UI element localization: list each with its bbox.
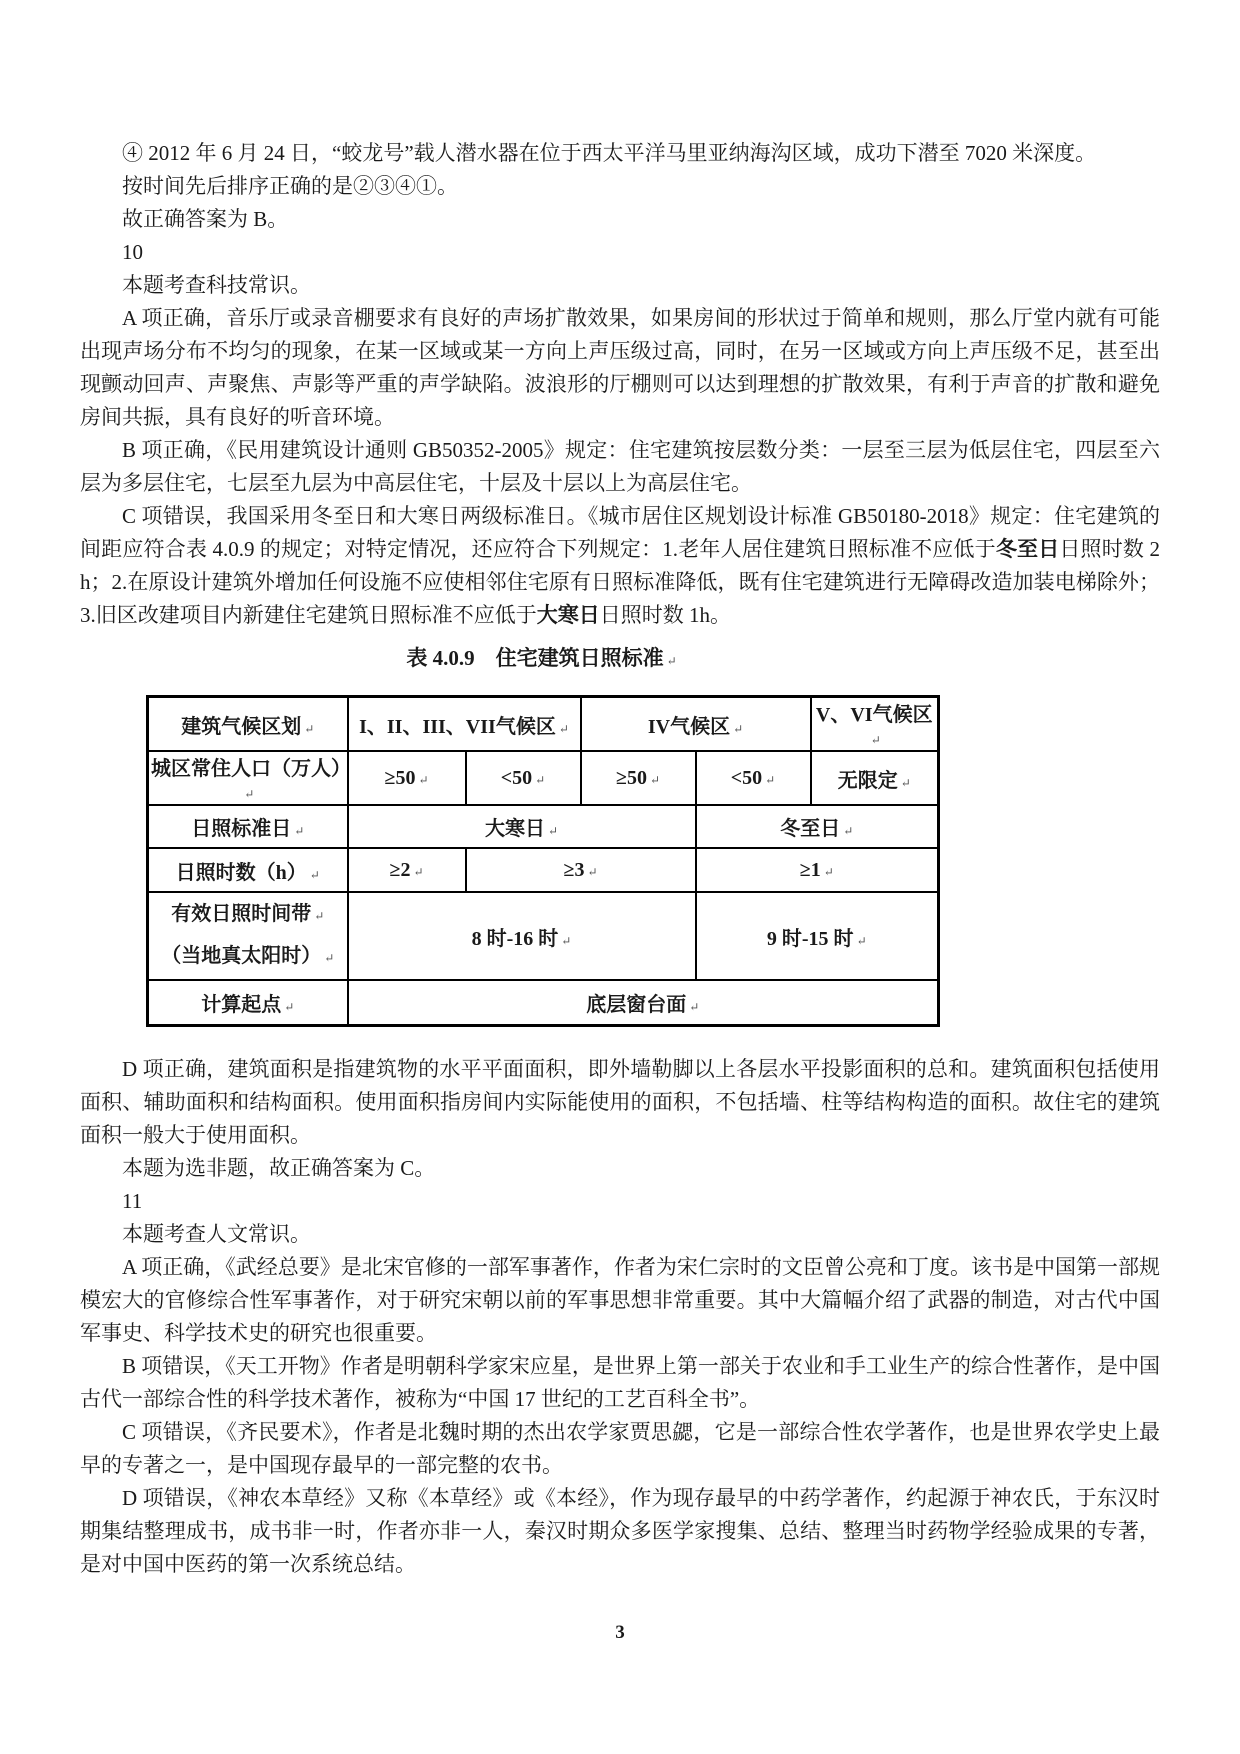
question-number-11: 11 <box>122 1188 143 1213</box>
paragraph-q11-intro: 本题考查人文常识。 <box>122 1221 311 1246</box>
page-number: 3 <box>615 1622 625 1643</box>
table-row-standard-day <box>148 805 939 848</box>
paragraph-mark: ↵ <box>418 772 429 787</box>
paragraph-item4-jiaolong: ④ 2012 年 6 月 24 日，“蛟龙号”载人潜水器在位于西太平洋马里亚纳海沟区域，成功下潜至 7020 米深度。 <box>122 141 1097 165</box>
cell-population-label: 城区常住人口（万人）↵ <box>148 751 348 805</box>
cell-zone-4: IV气候区 ↵ <box>581 697 811 752</box>
cell-effective-time-label: 有效日照时间带 ↵ （当地真太阳时） ↵ <box>148 892 348 980</box>
paragraph-q10-item-b: B 项正确，《民用建筑设计通则 GB50352-2005》规定：住宅建筑按层数分类：一层至三层为低层住宅，四层至六层为多层住宅，七层至九层为中高层住宅，十层及十层以上为高层住宅。 <box>80 438 1160 495</box>
paragraph-mark: ↵ <box>547 824 559 838</box>
cell-dahanri: 大寒日 ↵ <box>348 805 696 848</box>
paragraph-mark: ↵ <box>733 721 744 736</box>
paragraph-mark: ↵ <box>244 787 255 801</box>
paragraph-mark: ↵ <box>823 864 834 879</box>
paragraph-q11-item-c: C 项错误，《齐民要术》，作者是北魏时期的杰出农学家贾思勰，它是一部综合性农学著作，也是世界农学史上最早的专著之一，是中国现存最早的一部完整的农书。 <box>80 1419 1160 1477</box>
question-number-10: 10 <box>122 240 143 264</box>
paragraph-mark: ↵ <box>284 999 295 1014</box>
q10-item-c-pre: C 项错误，我国采用冬至日和大寒日两级标准日。《城市居住区规划设计标准 GB50180-2018》规定：住宅建筑的间距应符合表 4.0.9 的规定；对特定情况，还应符合下列规定：1.老年人居住建筑日照标准不应低于 <box>80 504 1160 561</box>
cell-pop-ge50-b: ≥50 ↵ <box>581 751 696 805</box>
q10-item-c-post: 日照时数 1h。 <box>599 603 731 627</box>
table-4-0-9-block <box>146 642 937 1027</box>
cell-zone-5-6: V、VI气候区↵ <box>811 697 939 752</box>
cell-zone-1-2-3-7: I、II、III、VII气候区 ↵ <box>348 697 581 752</box>
paragraph-mark: ↵ <box>314 909 325 923</box>
paragraph-mark: ↵ <box>649 772 661 787</box>
paragraph-mark: ↵ <box>900 775 911 790</box>
cell-calc-start-label: 计算起点 ↵ <box>148 980 348 1025</box>
paragraph-mark: ↵ <box>309 867 320 882</box>
cell-hours-ge1: ≥1 ↵ <box>696 848 939 892</box>
cell-hours-ge3: ≥3 ↵ <box>466 848 696 892</box>
paragraph-mark: ↵ <box>666 654 677 668</box>
cell-pop-ge50-a: ≥50 ↵ <box>348 751 466 805</box>
paragraph-mark: ↵ <box>535 772 546 787</box>
paragraph-q11-item-d: D 项错误，《神农本草经》又称《本草经》或《本经》，作为现存最早的中药学著作，约起源于神农氏，于东汉时期集结整理成书，成书非一时，作者亦非一人，秦汉时期众多医学家搜集、总结、整理当时药物学经验成果的专著，是对中国中医药的第一次系统总结。 <box>80 1485 1160 1576</box>
paragraph-mark: ↵ <box>561 933 572 948</box>
paragraph-mark: ↵ <box>689 999 700 1014</box>
sunshine-standard-table <box>146 695 940 1027</box>
cell-standard-day-label: 日照标准日 ↵ <box>148 805 348 848</box>
paragraph-mark: ↵ <box>324 951 335 965</box>
paragraph-order-answer: 按时间先后排序正确的是②③④①。 <box>122 174 458 198</box>
cell-time-9-15: 9 时-15 时 ↵ <box>696 892 939 980</box>
q10-item-c-bold-dahanri: 大寒日 <box>536 603 600 627</box>
paragraph-mark: ↵ <box>765 772 776 787</box>
cell-pop-lt50-a: <50 ↵ <box>466 751 581 805</box>
paragraph-mark: ↵ <box>870 733 881 747</box>
table-row-climate-zones <box>148 697 939 752</box>
paragraph-correct-answer-b: 故正确答案为 B。 <box>122 207 289 231</box>
paragraph-mark: ↵ <box>587 864 598 879</box>
cell-sunshine-hours-label: 日照时数（h） ↵ <box>148 848 348 892</box>
paragraph-q10-item-d: D 项正确，建筑面积是指建筑物的水平平面面积，即外墙勒脚以上各层水平投影面积的总和。建筑面积包括使用面积、辅助面积和结构面积。使用面积指房间内实际能使用的面积，不包括墙、柱等结构构造的面积。故住宅的建筑面积一般大于使用面积。 <box>80 1056 1160 1147</box>
paragraph-mark: ↵ <box>413 864 424 879</box>
paragraph-mark: ↵ <box>843 824 854 838</box>
paragraph-q10-intro: 本题考查科技常识。 <box>122 273 311 297</box>
table-title-text: 表 4.0.9 住宅建筑日照标准 <box>406 646 664 670</box>
paragraph-mark: ↵ <box>304 721 315 736</box>
paragraph-mark: ↵ <box>558 721 569 736</box>
cell-dongzhiri: 冬至日 ↵ <box>696 805 939 848</box>
paragraph-mark: ↵ <box>856 933 867 948</box>
paragraph-q10-item-c <box>80 500 1160 632</box>
cell-window-sill: 底层窗台面 ↵ <box>348 980 939 1025</box>
cell-hours-ge2: ≥2 ↵ <box>348 848 466 892</box>
cell-time-8-16: 8 时-16 时 ↵ <box>348 892 696 980</box>
table-title <box>146 642 937 678</box>
table-row-calc-start <box>148 980 939 1025</box>
paragraph-q10-item-a: A 项正确，音乐厅或录音棚要求有良好的声场扩散效果，如果房间的形状过于简单和规则，那么厅堂内就有可能出现声场分布不均匀的现象，在某一区域或某一方向上声压级过高，同时，在另一区域或方向上声压级不足，甚至出现颤动回声、声聚焦、声影等严重的声学缺陷。波浪形的厅棚则可以达到理想的扩散效果，有利于声音的扩散和避免房间共振，具有良好的听音环境。 <box>80 306 1160 429</box>
table-row-population <box>148 751 939 805</box>
table-row-sunshine-hours <box>148 848 939 892</box>
paragraph-q11-item-b: B 项错误，《天工开物》作者是明朝科学家宋应星，是世界上第一部关于农业和手工业生产的综合性著作，是中国古代一部综合性的科学技术著作，被称为“中国 17 世纪的工艺百科全书”。 <box>80 1353 1160 1411</box>
cell-pop-lt50-b: <50 ↵ <box>696 751 811 805</box>
q10-item-c-bold-dongzhiri: 冬至日 <box>995 537 1060 561</box>
cell-climate-zone-label: 建筑气候区划 ↵ <box>148 697 348 752</box>
paragraph-mark: ↵ <box>294 824 305 838</box>
paragraph-q11-item-a: A 项正确，《武经总要》是北宋官修的一部军事著作，作者为宋仁宗时的文臣曾公亮和丁度。该书是中国第一部规模宏大的官修综合性军事著作，对于研究宋朝以前的军事思想非常重要。其中大篇幅介绍了武器的制造，对古代中国军事史、科学技术史的研究也很重要。 <box>80 1254 1160 1345</box>
paragraph-q10-conclusion: 本题为选非题，故正确答案为 C。 <box>122 1155 436 1180</box>
cell-pop-unlimited: 无限定 ↵ <box>811 751 939 805</box>
q10-item-c-mid: 日照时数 2h；2.在原设计建筑外增加任何设施不应使相邻住宅原有日照标准降低，既有住宅建筑进行无障碍改造加装电梯除外；3.旧区改建项目内新建住宅建筑日照标准不应低于 <box>80 537 1161 627</box>
table-row-effective-time-band <box>148 892 939 980</box>
